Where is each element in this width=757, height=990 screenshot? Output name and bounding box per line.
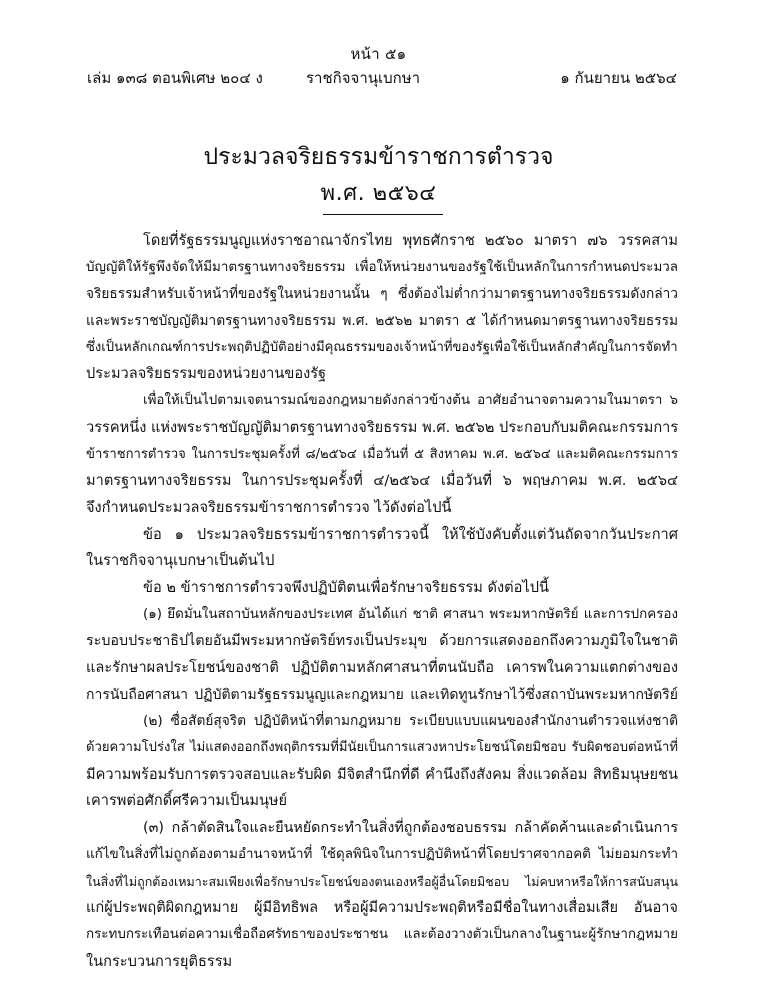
text-line: ข้าราชการตำรวจ ในการประชุมครั้งที่ ๘/๒๕๖๔ เมื่อวันที่ ๕ สิงหาคม พ.ศ. ๒๕๖๔ และมติคณะกรรมการ [86, 446, 678, 462]
gazette-name: ราชกิจจานุเบกษา [306, 69, 421, 87]
text-line: จริยธรรมสำหรับเจ้าหน้าที่ของรัฐในหน่วยงานนั้น ๆ ซึ่งต้องไม่ต่ำกว่ามาตรฐานทางจริยธรรมดังกล่าว [86, 286, 678, 303]
text-line: มาตรฐานทางจริยธรรม ในการประชุมครั้งที่ ๔/๒๕๖๔ เมื่อวันที่ ๖ พฤษภาคม พ.ศ. ๒๕๖๔ [86, 472, 678, 490]
text-line: และพระราชบัญญัติมาตรฐานทางจริยธรรม พ.ศ. ๒๕๖๒ มาตรา ๕ ได้กำหนดมาตรฐานทางจริยธรรม [86, 313, 678, 330]
text-line: เพื่อให้เป็นไปตามเจตนารมณ์ของกฎหมายดังกล่าวข้างต้น อาศัยอำนาจตามความในมาตรา ๖ [143, 393, 678, 409]
text-line: (๑) ยึดมั่นในสถาบันหลักของประเทศ อันได้แก่ ชาติ ศาสนา พระมหากษัตริย์ และการปกครอง [143, 606, 678, 622]
document-title: ประมวลจริยธรรมข้าราชการตำรวจ [203, 144, 554, 170]
text-line: ในกระบวนการยุติธรรม [86, 952, 233, 970]
text-line: ประมวลจริยธรรมของหน่วยงานของรัฐ [86, 365, 327, 383]
title-divider [323, 214, 443, 215]
text-line: ข้อ ๒ ข้าราชการตำรวจพึงปฏิบัติตนเพื่อรักษาจริยธรรม ดังต่อไปนี้ [143, 578, 549, 596]
volume-issue: เล่ม ๑๓๘ ตอนพิเศษ ๒๐๔ ง [87, 69, 263, 87]
text-line: โดยที่รัฐธรรมนูญแห่งราชอาณาจักรไทย พุทธศักราช ๒๕๖๐ มาตรา ๗๖ วรรคสาม [143, 232, 678, 249]
text-line: ข้อ ๑ ประมวลจริยธรรมข้าราชการตำรวจนี้ ให้ใช้บังคับตั้งแต่วันถัดจากวันประกาศ [143, 525, 678, 543]
text-line: (๓) กล้าตัดสินใจและยืนหยัดกระทำในสิ่งที่ถูกต้องชอบธรรม กล้าคัดค้านและดำเนินการ [143, 820, 678, 837]
text-line: ด้วยความโปร่งใส ไม่แสดงออกถึงพฤติกรรมที่มีนัยเป็นการแสวงหาประโยชน์โดยมิชอบ รับผิดชอบต่อหน้าที่ [86, 740, 678, 756]
document-body [86, 228, 678, 975]
text-line: มีความพร้อมรับการตรวจสอบและรับผิด มีจิตสำนึกที่ดี คำนึงถึงสังคม สิ่งแวดล้อม สิทธิมนุษยชน [86, 765, 678, 783]
text-line: และรักษาผลประโยชน์ของชาติ ปฏิบัติตามหลักศาสนาที่ตนนับถือ เคารพในความแตกต่างของ [86, 659, 678, 676]
gazette-header [87, 68, 677, 88]
text-line: (๒) ซื่อสัตย์สุจริต ปฏิบัติหน้าที่ตามกฎหมาย ระเบียบแบบแผนของสำนักงานตำรวจแห่งชาติ [143, 713, 678, 730]
text-line: ระบอบประชาธิปไตยอันมีพระมหากษัตริย์ทรงเป็นประมุข ด้วยการแสดงออกถึงความภูมิใจในชาติ [86, 633, 678, 650]
publication-date: ๑ กันยายน ๒๕๖๔ [560, 69, 677, 87]
text-line: ในราชกิจจานุเบกษาเป็นต้นไป [86, 552, 275, 570]
document-year: พ.ศ. ๒๕๖๔ [320, 181, 437, 206]
text-line: ในสิ่งที่ไม่ถูกต้องเหมาะสมเพียงเพื่อรักษาประโยชน์ของตนเองหรือผู้อื่นโดยมิชอบ ไม่คบหาหรือให้การสนับสนุน [86, 873, 678, 889]
page-number: หน้า ๕๑ [350, 45, 407, 63]
text-line: บัญญัติให้รัฐพึงจัดให้มีมาตรฐานทางจริยธรรม เพื่อให้หน่วยงานของรัฐใช้เป็นหลักในการกำหนดประมวล [86, 259, 678, 275]
text-line: แก้ไขในสิ่งที่ไม่ถูกต้องตามอำนาจหน้าที่ ใช้ดุลพินิจในการปฏิบัติหน้าที่โดยปราศจากอคติ ไม่ยอมกระทำ [86, 846, 678, 862]
text-line: วรรคหนึ่ง แห่งพระราชบัญญัติมาตรฐานทางจริยธรรม พ.ศ. ๒๕๖๒ ประกอบกับมติคณะกรรมการ [86, 418, 679, 436]
text-line: แก่ผู้ประพฤติผิดกฎหมาย ผู้มีอิทธิพล หรือผู้มีความประพฤติหรือมีชื่อในทางเสื่อมเสีย อันอาจ [86, 899, 678, 917]
text-line: จึงกำหนดประมวลจริยธรรมข้าราชการตำรวจ ไว้ดังต่อไปนี้ [86, 498, 452, 516]
text-line: การนับถือศาสนา ปฏิบัติตามรัฐธรรมนูญและกฎหมาย และเทิดทูนรักษาไว้ซึ่งสถาบันพระมหากษัตริย์ [86, 686, 678, 703]
text-line: เคารพต่อศักดิ์ศรีความเป็นมนุษย์ [86, 792, 288, 810]
text-line: กระทบกระเทือนต่อความเชื่อถือศรัทธาของประชาชน และต้องวางตัวเป็นกลางในฐานะผู้รักษากฎหมาย [86, 926, 678, 942]
text-line: ซึ่งเป็นหลักเกณฑ์การประพฤติปฏิบัติอย่างมีคุณธรรมของเจ้าหน้าที่ของรัฐเพื่อใช้เป็นหลักสำคัญในการจัดทำ [86, 339, 678, 355]
